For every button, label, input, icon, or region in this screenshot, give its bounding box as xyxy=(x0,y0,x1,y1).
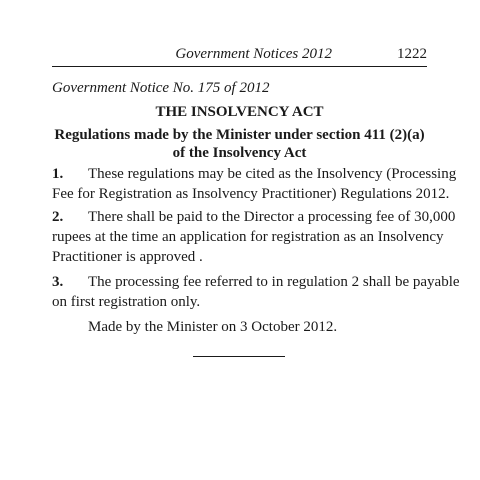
closing-rule xyxy=(193,356,285,357)
subtitle-line: of the Insolvency Act xyxy=(172,145,307,161)
regulation-number: 1. xyxy=(52,166,64,182)
regulation-text: These regulations may be cited as the Insolvency (Processing xyxy=(88,166,457,182)
notice-number: Government Notice No. 175 of 2012 xyxy=(52,80,270,96)
regulation-number: 3. xyxy=(52,274,64,290)
page-number: 1222 xyxy=(397,46,427,62)
regulation-line: on first registration only. xyxy=(52,294,201,310)
regulation-line xyxy=(52,272,460,292)
regulation-line: Practitioner is approved . xyxy=(52,249,203,265)
subtitle-line: Regulations made by the Minister under section 411 (2)(a) xyxy=(54,127,425,143)
regulation-1 xyxy=(52,164,457,204)
regulation-line: rupees at the time an application for registration as an Insolvency xyxy=(52,229,444,245)
regulation-3 xyxy=(52,272,460,312)
running-title: Government Notices 2012 xyxy=(175,46,332,62)
running-head xyxy=(52,45,427,65)
act-title: THE INSOLVENCY ACT xyxy=(155,104,324,120)
regulation-text: The processing fee referred to in regulation 2 shall be payable xyxy=(88,274,460,290)
regulation-text: There shall be paid to the Director a processing fee of 30,000 xyxy=(88,209,456,225)
regulation-line: Fee for Registration as Insolvency Practitioner) Regulations 2012. xyxy=(52,186,450,202)
regulation-number: 2. xyxy=(52,209,64,225)
header-rule xyxy=(52,66,427,67)
regulations-subtitle xyxy=(52,126,427,162)
regulation-2 xyxy=(52,207,456,267)
made-by-line: Made by the Minister on 3 October 2012. xyxy=(88,319,338,335)
regulation-line xyxy=(52,207,456,227)
regulation-line xyxy=(52,164,457,184)
